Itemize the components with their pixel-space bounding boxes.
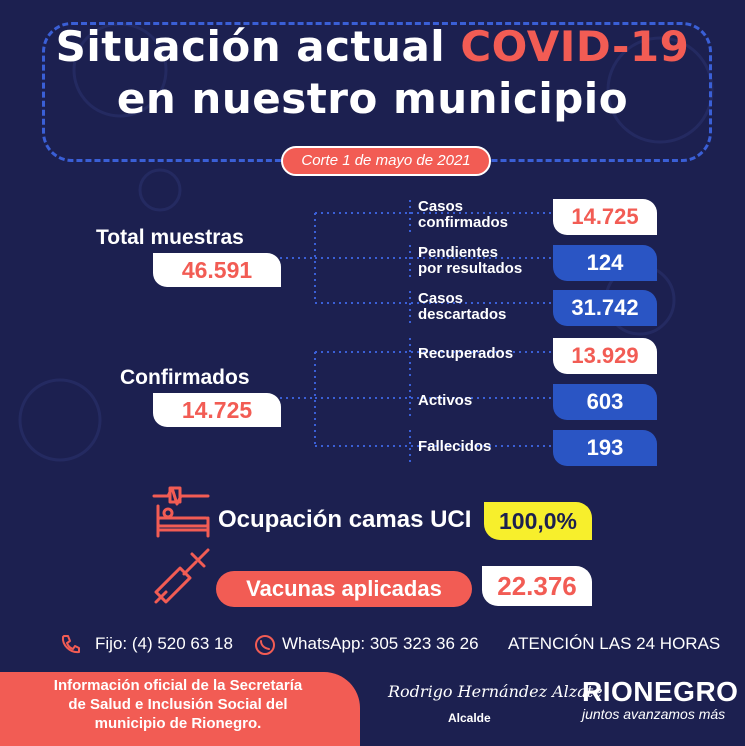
mayor-signature: Rodrigo Hernández Alzate [388,682,603,701]
brand-logo: RIONEGRO [582,676,739,707]
label-line: Casos [418,290,464,307]
footer-line: de Salud e Inclusión Social del [68,696,288,713]
mayor-role: Alcalde [448,711,491,725]
syringe-icon [152,548,212,606]
label-line: confirmados [418,214,509,231]
hospital-bed-icon [150,484,212,540]
label-line: por resultados [418,260,523,277]
total-muestras-label: Total muestras [96,226,244,249]
vacunas-label: Vacunas aplicadas [216,571,472,607]
fallecidos-label: Fallecidos [418,438,492,455]
date-badge: Corte 1 de mayo de 2021 [281,146,491,176]
whatsapp-icon [254,634,276,656]
footer-line: municipio de Rionegro. [94,715,262,732]
footer-line: Información oficial de la Secretaría [53,677,303,694]
label-line: descartados [418,306,507,323]
fallecidos-value: 193 [553,430,657,466]
title-accent: COVID-19 [460,22,690,71]
casos-descartados-label [418,291,506,323]
page-title-line2: en nuestro municipio [116,74,629,123]
uci-label: Ocupación camas UCI [218,506,472,533]
casos-descartados-value: 31.742 [553,290,657,326]
phone-text: Fijo: (4) 520 63 18 [95,634,233,653]
title-text: Situación actual [55,22,446,71]
total-muestras-value: 46.591 [153,253,281,287]
pendientes-value: 124 [553,245,657,281]
recuperados-value: 13.929 [553,338,657,374]
casos-confirmados-value: 14.725 [553,199,657,235]
activos-label: Activos [418,392,473,409]
confirmados-value: 14.725 [153,393,281,427]
casos-confirmados-label [418,199,508,231]
phone-icon [60,634,80,654]
label-line: Casos [418,198,464,215]
attention-text: ATENCIÓN LAS 24 HORAS [508,634,721,653]
pendientes-label [418,245,522,277]
uci-value: 100,0% [484,502,592,540]
label-line: Pendientes [418,244,499,261]
activos-value: 603 [553,384,657,420]
footer-info-text [28,676,328,733]
brand-tagline: juntos avanzamos más [582,706,726,722]
confirmados-label: Confirmados [120,366,250,389]
recuperados-label: Recuperados [418,345,514,362]
whatsapp-text: WhatsApp: 305 323 36 26 [282,634,479,653]
vacunas-value: 22.376 [482,566,592,606]
